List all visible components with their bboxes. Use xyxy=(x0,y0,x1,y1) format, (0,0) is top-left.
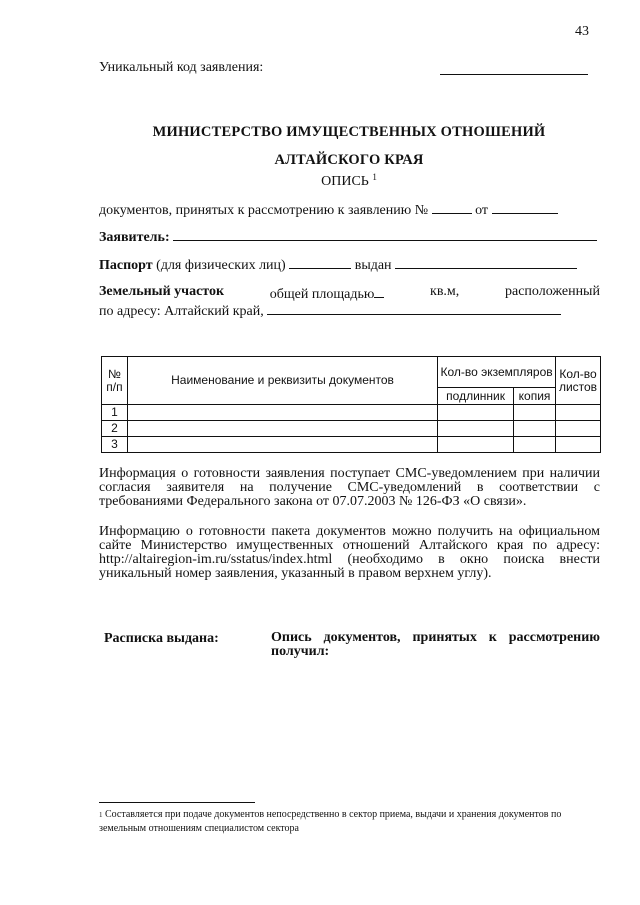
table-row xyxy=(102,437,601,453)
doc-name-cell[interactable] xyxy=(127,437,437,453)
footnote-mark: 1 xyxy=(99,811,103,819)
page-number: 43 xyxy=(575,24,589,39)
passport-number-field[interactable] xyxy=(289,256,351,269)
table-row xyxy=(102,405,601,421)
copy-cell[interactable] xyxy=(514,437,556,453)
original-cell[interactable] xyxy=(438,437,514,453)
header-sheets: Кол-во листов xyxy=(556,357,601,405)
original-cell[interactable] xyxy=(438,405,514,421)
passport-note: (для физических лиц) xyxy=(156,258,286,273)
row-number: 2 xyxy=(102,421,128,437)
ministry-heading xyxy=(99,118,599,174)
ministry-line2: АЛТАЙСКОГО КРАЯ xyxy=(274,152,424,168)
sms-info-paragraph: Информация о готовности заявления поступает СМС-уведомлением при наличии согласия заявителя на получение СМС-уведомлений в соответствии с требованиями Федерального закона от 07.07.2003 № 126-ФЗ «О связи». xyxy=(99,466,600,509)
row-number: 3 xyxy=(102,437,128,453)
header-num: № п/п xyxy=(102,357,128,405)
docs-line xyxy=(99,201,558,219)
passport-issued: выдан xyxy=(354,258,392,273)
website-info-paragraph: Информацию о готовности пакета документов можно получить на официальном сайте Министерство имущественных отношений Алтайского края по адресу: http://altairegion-im.ru/sstatus/index.html (необходимо в окно поиска внести уникальный номер заявления, указанный в правом верхнем углу). xyxy=(99,524,600,581)
passport-line xyxy=(99,256,577,274)
header-copies: Кол-во экземпляров xyxy=(438,357,556,388)
footnote-ref: 1 xyxy=(372,172,377,182)
received-label: Опись документов, принятых к рассмотрению получил: xyxy=(271,630,600,659)
copy-cell[interactable] xyxy=(514,421,556,437)
original-cell[interactable] xyxy=(438,421,514,437)
inventory-title-text: ОПИСЬ xyxy=(321,174,369,189)
passport-label: Паспорт xyxy=(99,258,153,273)
docs-from: от xyxy=(475,203,489,218)
passport-issued-field[interactable] xyxy=(395,256,577,269)
land-unit: кв.м, xyxy=(430,284,460,299)
header-original: подлинник xyxy=(438,388,514,405)
land-located: расположенный xyxy=(505,284,600,299)
land-address: по адресу: Алтайский край, xyxy=(99,304,264,319)
doc-name-cell[interactable] xyxy=(127,421,437,437)
applicant-label: Заявитель: xyxy=(99,230,170,245)
footnote-text: Составляется при подаче документов непосредственно в сектор приема, выдачи и хранения документов по земельным отношениям специалистом сектора xyxy=(99,809,562,834)
doc-name-cell[interactable] xyxy=(127,405,437,421)
applicant-line xyxy=(99,228,597,246)
receipt-label: Расписка выдана: xyxy=(104,631,219,646)
table-row xyxy=(102,421,601,437)
footnote-divider xyxy=(99,802,255,803)
sheets-cell[interactable] xyxy=(556,421,601,437)
documents-table xyxy=(101,356,601,453)
header-copy: копия xyxy=(514,388,556,405)
footnote xyxy=(99,808,600,836)
copy-cell[interactable] xyxy=(514,405,556,421)
unique-code-label: Уникальный код заявления: xyxy=(99,60,264,75)
docs-prefix: документов, принятых к рассмотрению к заявлению № xyxy=(99,203,429,218)
sheets-cell[interactable] xyxy=(556,405,601,421)
application-date-field[interactable] xyxy=(492,201,558,214)
row-number: 1 xyxy=(102,405,128,421)
land-label: Земельный участок xyxy=(99,284,225,299)
header-name: Наименование и реквизиты документов xyxy=(127,357,437,405)
unique-code-field[interactable] xyxy=(440,74,588,75)
applicant-field[interactable] xyxy=(173,228,597,241)
ministry-line1: МИНИСТЕРСТВО ИМУЩЕСТВЕННЫХ ОТНОШЕНИЙ xyxy=(152,124,546,140)
sheets-cell[interactable] xyxy=(556,437,601,453)
land-address-field[interactable] xyxy=(267,302,561,315)
inventory-title xyxy=(99,174,599,190)
application-number-field[interactable] xyxy=(432,201,472,214)
land-area: общей площадью xyxy=(269,287,375,302)
land-area-field[interactable] xyxy=(374,285,384,298)
land-plot-block xyxy=(99,285,600,319)
land-area-group xyxy=(270,285,385,302)
